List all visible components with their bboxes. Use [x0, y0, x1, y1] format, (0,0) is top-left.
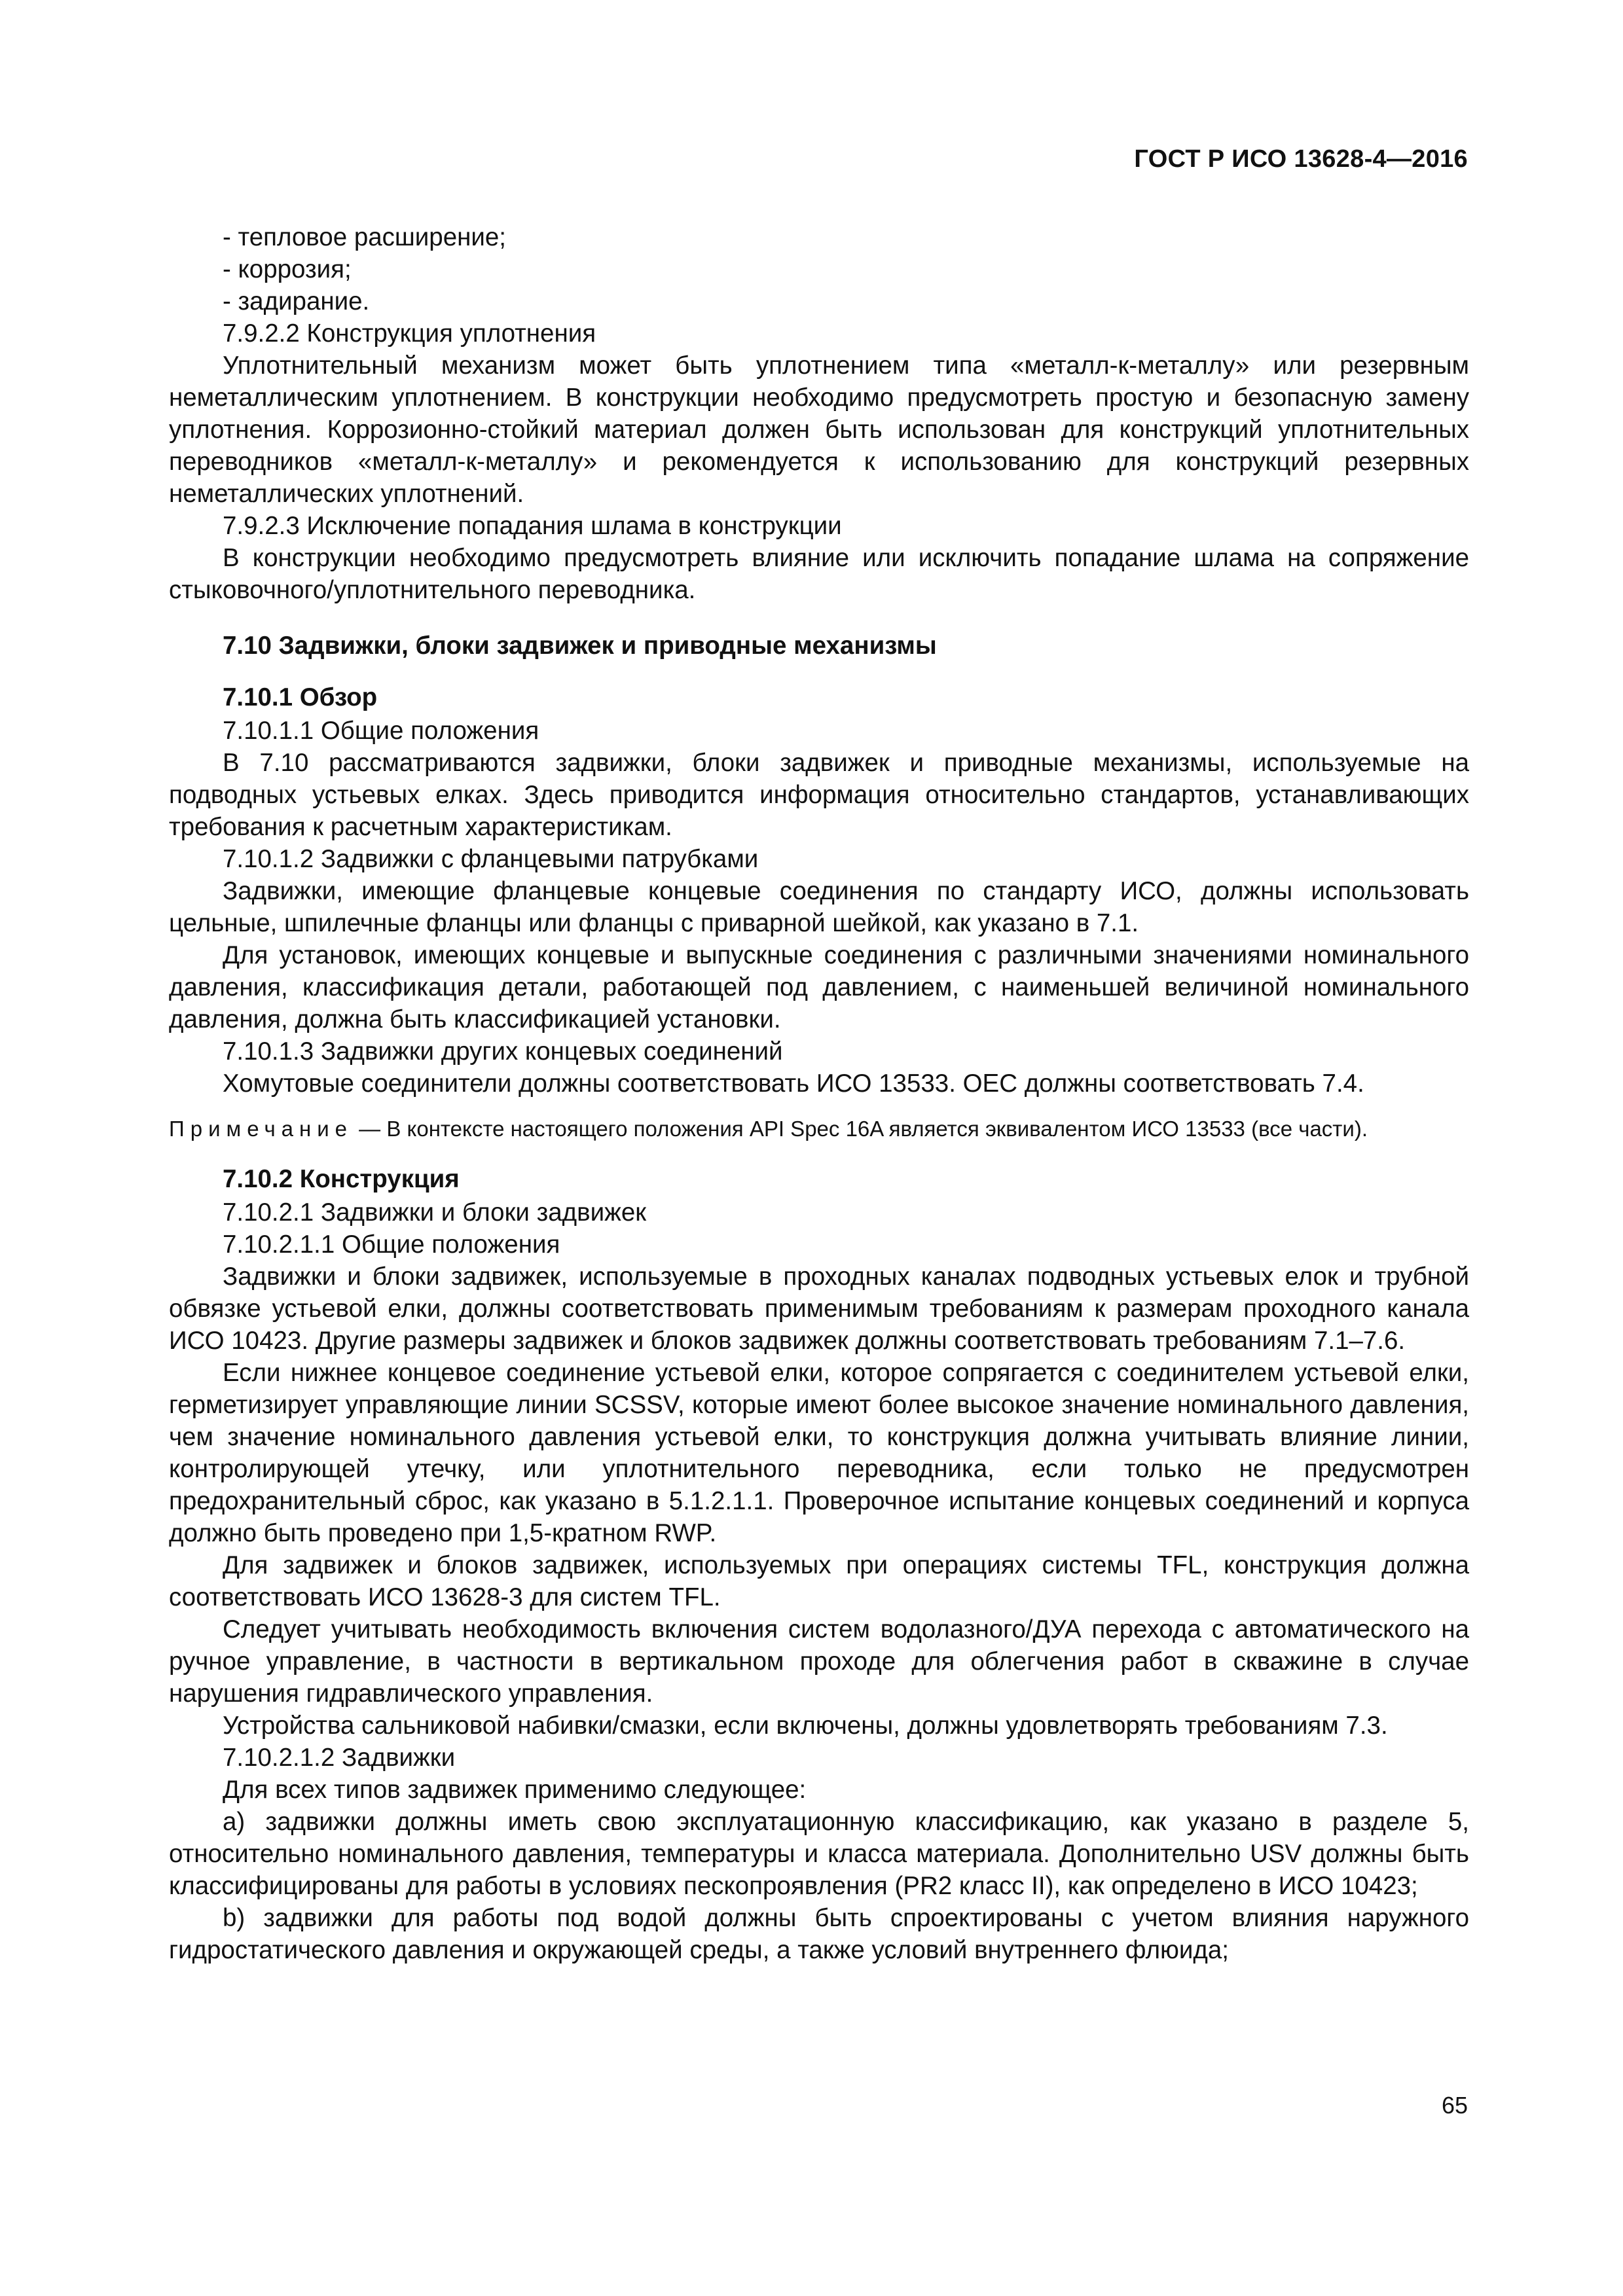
paragraph: Уплотнительный механизм может быть уплотнением типа «металл-к-металлу» или резервным неметаллическим уплотнением. В конструкции необходимо предусмотреть простую и безопасную замену уплотнения. Коррозионно-стойкий материал должен быть использован для конструкций уплотнительных переводников «металл-к-металлу» и рекомендуется к использованию для конструкций резервных неметаллических уплотнений.	[169, 351, 1469, 508]
list-item: b) задвижки для работы под водой должны быть спроектированы с учетом влияния наружного гидростатического давления и окружающей среды, а также условий внутреннего флюида;	[169, 1904, 1469, 1964]
paragraph: Для всех типов задвижек применимо следующее:	[223, 1776, 807, 1804]
note	[169, 1114, 1469, 1143]
subsection-heading: 7.10.1.1 Общие положения	[223, 717, 539, 745]
document-body	[169, 221, 1469, 1966]
note-text: — В контексте настоящего положения API Spec 16A является эквивалентом ИСО 13533 (все части).	[353, 1117, 1368, 1141]
page-number: 65	[1441, 2092, 1468, 2119]
section-heading: 7.10.1 Обзор	[223, 683, 378, 711]
paragraph: В 7.10 рассматриваются задвижки, блоки задвижек и приводные механизмы, используемые на подводных устьевых елках. Здесь приводится информация относительно стандартов, устанавливающих требования к расчетным характеристикам.	[169, 749, 1469, 841]
subsection-heading: 7.10.1.3 Задвижки других концевых соединений	[223, 1037, 783, 1066]
subsection-heading: 7.10.2.1 Задвижки и блоки задвижек	[223, 1198, 647, 1227]
paragraph: Устройства сальниковой набивки/смазки, если включены, должны удовлетворять требованиям 7.3.	[223, 1712, 1388, 1740]
paragraph: Для установок, имеющих концевые и выпускные соединения с различными значениями номинального давления, классификация детали, работающей под давлением, с наименьшей величиной номинального давления, должна быть классификацией установки.	[169, 941, 1469, 1033]
subsection-heading: 7.10.1.2 Задвижки с фланцевыми патрубками	[223, 845, 759, 873]
subsection-heading: 7.10.2.1.1 Общие положения	[223, 1230, 560, 1259]
page-header-standard-code: ГОСТ Р ИСО 13628-4—2016	[1134, 145, 1468, 173]
paragraph: В конструкции необходимо предусмотреть влияние или исключить попадание шлама на сопряжение стыковочного/уплотнительного переводника.	[169, 544, 1469, 604]
section-heading: 7.10 Задвижки, блоки задвижек и приводные механизмы	[223, 632, 937, 660]
paragraph: - задирание.	[223, 287, 370, 315]
paragraph: Задвижки, имеющие фланцевые концевые соединения по стандарту ИСО, должны использовать цельные, шпилечные фланцы или фланцы с приварной шейкой, как указано в 7.1.	[169, 877, 1469, 937]
paragraph: - коррозия;	[223, 255, 352, 283]
subsection-heading: 7.9.2.3 Исключение попадания шлама в конструкции	[223, 512, 842, 540]
paragraph: Следует учитывать необходимость включения систем водолазного/ДУА перехода с автоматического на ручное управление, в частности в вертикальном проходе для облегчения работ в скважине в случае нарушения гидравлического управления.	[169, 1615, 1469, 1708]
paragraph: Задвижки и блоки задвижек, используемые в проходных каналах подводных устьевых елок и трубной обвязке устьевой елки, должны соответствовать применимым требованиям к размерам проходного канала ИСО 10423. Другие размеры задвижек и блоков задвижек должны соответствовать требованиям 7.1–7.6.	[169, 1263, 1469, 1355]
paragraph: - тепловое расширение;	[223, 223, 506, 251]
list-item: а) задвижки должны иметь свою эксплуатационную классификацию, как указано в разделе 5, относительно номинального давления, температуры и класса материала. Дополнительно USV должны быть классифицированы для работы в условиях пескопроявления (PR2 класс II), как определено в ИСО 10423;	[169, 1808, 1469, 1900]
subsection-heading: 7.9.2.2 Конструкция уплотнения	[223, 319, 596, 348]
paragraph: Хомутовые соединители должны соответствовать ИСО 13533. ОЕС должны соответствовать 7.4.	[223, 1069, 1364, 1098]
paragraph: Если нижнее концевое соединение устьевой елки, которое сопрягается с соединителем устьевой елки, герметизирует управляющие линии SCSSV, которые имеют более высокое значение номинального давления, чем значение номинального давления устьевой елки, то конструкция должна учитывать влияние линии, контролирующей утечку, или уплотнительного переводника, если только не предусмотрен предохранительный сброс, как указано в 5.1.2.1.1. Проверочное испытание концевых соединений и корпуса должно быть проведено при 1,5-кратном RWP.	[169, 1359, 1469, 1547]
note-label: Примечание	[169, 1117, 354, 1141]
paragraph: Для задвижек и блоков задвижек, используемых при операциях системы TFL, конструкция должна соответствовать ИСО 13628-3 для систем TFL.	[169, 1551, 1469, 1611]
subsection-heading: 7.10.2.1.2 Задвижки	[223, 1744, 456, 1772]
section-heading: 7.10.2 Конструкция	[223, 1165, 460, 1193]
